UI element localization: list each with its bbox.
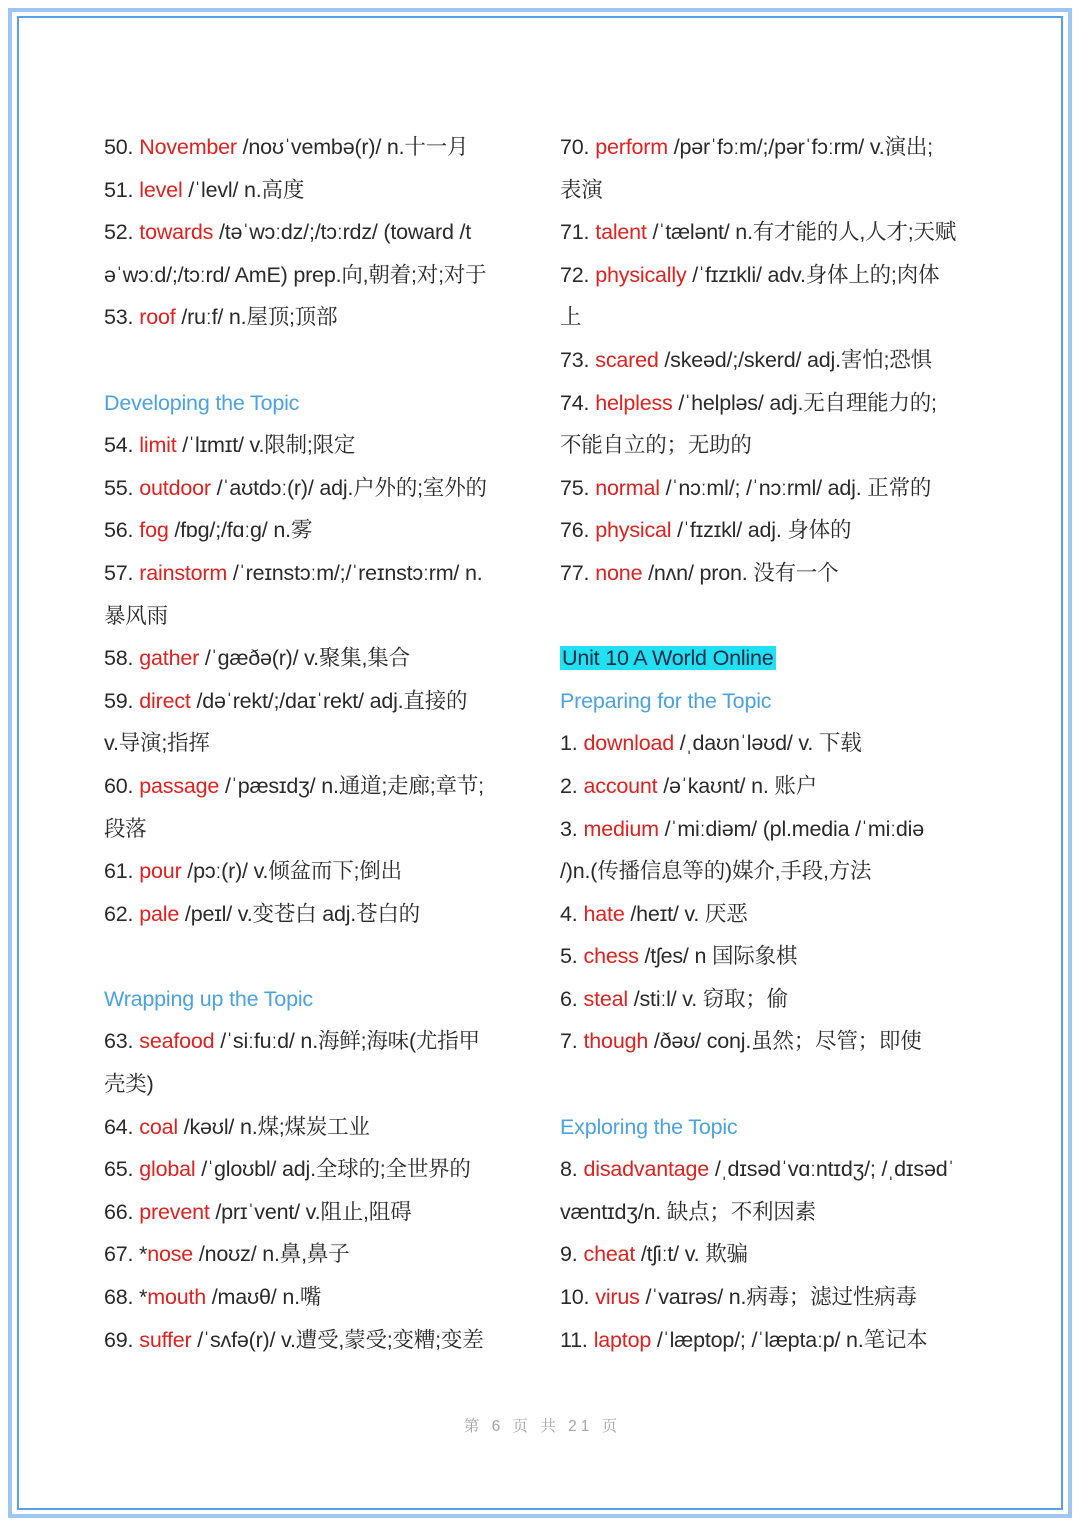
entry-definition: /ˈgæðə(r)/ v.聚集,集合 xyxy=(199,646,410,671)
entry-number: 6. xyxy=(560,986,578,1011)
entry-continuation: əˈwɔːd/;/tɔːrd/ AmE) prep.向,朝着;对;对于 xyxy=(104,262,487,287)
entry-definition: /ˈreɪnstɔːm/;/ˈreɪnstɔːrm/ n. xyxy=(227,560,483,585)
entry-number: 73. xyxy=(560,347,590,372)
vocab-entry xyxy=(560,935,985,978)
entry-number: 7. xyxy=(560,1029,578,1054)
left-column xyxy=(104,126,529,1361)
entry-keyword: seafood xyxy=(139,1029,215,1054)
entry-number: 53. xyxy=(104,305,134,330)
entry-continuation: 壳类) xyxy=(104,1072,154,1097)
entry-number: 52. xyxy=(104,220,134,245)
vocab-entry xyxy=(104,169,529,212)
vocab-entry xyxy=(560,339,985,382)
vocab-entry xyxy=(560,382,985,425)
entry-definition: /ˈmiːdiəm/ (pl.media /ˈmiːdiə xyxy=(658,816,925,841)
entry-keyword: account xyxy=(583,773,658,798)
entry-definition: /maʊθ/ n.嘴 xyxy=(206,1285,322,1310)
entry-definition: /tʃiːt/ v. 欺骗 xyxy=(635,1242,748,1267)
section-heading: Developing the Topic xyxy=(104,390,300,415)
entry-number: 51. xyxy=(104,177,134,202)
vocab-entry xyxy=(104,126,529,169)
entry-continuation: 暴风雨 xyxy=(104,603,168,628)
vocab-entry xyxy=(104,1276,529,1319)
entry-keyword: fog xyxy=(139,518,169,543)
entry-keyword: outdoor xyxy=(139,475,211,500)
vocab-entry xyxy=(560,722,985,765)
vocab-entry xyxy=(560,254,985,297)
vocab-entry xyxy=(104,552,529,595)
entry-number: 10. xyxy=(560,1285,590,1310)
entry-definition: /kəʊl/ n.煤;煤炭工业 xyxy=(177,1114,370,1139)
entry-definition: /ðəʊ/ conj.虽然；尽管；即使 xyxy=(648,1029,922,1054)
entry-definition: /ˈnɔːml/; /ˈnɔːrml/ adj. 正常的 xyxy=(659,475,932,500)
entry-definition: /ˌdaʊnˈləʊd/ v. 下载 xyxy=(673,731,862,756)
entry-definition: /ˈfɪzɪkli/ adv.身体上的;肉体 xyxy=(686,262,940,287)
entry-number: 74. xyxy=(560,390,590,415)
entry-keyword: level xyxy=(139,177,183,202)
section-heading: Exploring the Topic xyxy=(560,1114,738,1139)
entry-number: 57. xyxy=(104,560,134,585)
entry-continuation: 段落 xyxy=(104,816,147,841)
entry-definition: /əˈkaʊnt/ n. 账户 xyxy=(657,773,818,798)
entry-keyword: scared xyxy=(595,347,659,372)
vocab-entry xyxy=(104,850,529,893)
section-heading: Wrapping up the Topic xyxy=(104,986,313,1011)
entry-number: 60. xyxy=(104,773,134,798)
entry-definition: /prɪˈvent/ v.阻止,阻碍 xyxy=(209,1199,412,1224)
entry-number: 64. xyxy=(104,1114,134,1139)
vocab-entry xyxy=(104,1020,529,1063)
vocab-entry xyxy=(560,765,985,808)
entry-definition: /ˈhelpləs/ adj.无自理能力的; xyxy=(672,390,937,415)
vocab-entry xyxy=(560,808,985,851)
entry-continuation: 表演 xyxy=(560,177,603,202)
entry-keyword: gather xyxy=(139,646,200,671)
vocab-entry xyxy=(104,211,529,254)
section-heading: Preparing for the Topic xyxy=(560,688,772,713)
vocab-entry xyxy=(560,1319,985,1362)
entry-number: 56. xyxy=(104,518,134,543)
entry-keyword: laptop xyxy=(593,1327,652,1352)
entry-number: 58. xyxy=(104,646,134,671)
entry-keyword: prevent xyxy=(139,1199,210,1224)
entry-keyword: coal xyxy=(139,1114,178,1139)
vocab-entry xyxy=(104,467,529,510)
entry-number: 9. xyxy=(560,1242,578,1267)
entry-definition: /ˈaʊtdɔː(r)/ adj.户外的;室外的 xyxy=(210,475,487,500)
vocab-entry xyxy=(104,1106,529,1149)
entry-number: 55. xyxy=(104,475,134,500)
entry-keyword: chess xyxy=(583,944,639,969)
entry-keyword: pale xyxy=(139,901,180,926)
entry-keyword: pour xyxy=(139,859,182,884)
entry-definition: /tʃes/ n 国际象棋 xyxy=(638,944,798,969)
vocab-entry xyxy=(104,1233,529,1276)
entry-keyword: passage xyxy=(139,773,220,798)
vocab-entry xyxy=(560,1020,985,1063)
entry-continuation: /)n.(传播信息等的)媒介,手段,方法 xyxy=(560,859,872,884)
vocab-entry xyxy=(560,126,985,169)
entry-keyword: cheat xyxy=(583,1242,636,1267)
entry-number: 71. xyxy=(560,220,590,245)
entry-definition: /ˈgloʊbl/ adj.全球的;全世界的 xyxy=(195,1157,471,1182)
entry-keyword: rainstorm xyxy=(139,560,228,585)
entry-number: 61. xyxy=(104,859,134,884)
unit-heading: Unit 10 A World Online xyxy=(562,646,774,671)
vocab-entry xyxy=(104,424,529,467)
entry-number: 77. xyxy=(560,560,590,585)
entry-keyword: global xyxy=(139,1157,196,1182)
entry-continuation: v.导演;指挥 xyxy=(104,731,210,756)
entry-continuation: væntɪdʒ/n. 缺点；不利因素 xyxy=(560,1199,816,1224)
vocab-entry xyxy=(560,1148,985,1191)
vocab-entry xyxy=(560,509,985,552)
entry-number: 3. xyxy=(560,816,578,841)
vocab-entry xyxy=(104,893,529,936)
entry-definition: /fɒg/;/fɑːg/ n.雾 xyxy=(168,518,313,543)
entry-keyword: download xyxy=(583,731,674,756)
entry-keyword: medium xyxy=(583,816,659,841)
entry-continuation: 上 xyxy=(560,305,582,330)
vocab-entry xyxy=(104,296,529,339)
entry-number: 76. xyxy=(560,518,590,543)
entry-keyword: roof xyxy=(139,305,176,330)
entry-number: 8. xyxy=(560,1157,578,1182)
entry-number: 69. xyxy=(104,1327,134,1352)
entry-number: 65. xyxy=(104,1157,134,1182)
entry-definition: /ˈtælənt/ n.有才能的人,人才;天赋 xyxy=(646,220,957,245)
entry-keyword: normal xyxy=(595,475,660,500)
entry-definition: /ˈlɪmɪt/ v.限制;限定 xyxy=(176,433,356,458)
entry-definition: /ˈlæptop/; /ˈlæptaːp/ n.笔记本 xyxy=(651,1327,928,1352)
vocab-entry xyxy=(560,552,985,595)
entry-number: 4. xyxy=(560,901,578,926)
entry-keyword: none xyxy=(595,560,643,585)
entry-number: 63. xyxy=(104,1029,134,1054)
entry-definition: /pɔː(r)/ v.倾盆而下;倒出 xyxy=(181,859,402,884)
entry-definition: /ˈvaɪrəs/ n.病毒；滤过性病毒 xyxy=(639,1285,917,1310)
spacer xyxy=(104,339,529,382)
vocab-entry xyxy=(560,467,985,510)
entry-number: 66. xyxy=(104,1199,134,1224)
entry-keyword: physical xyxy=(595,518,672,543)
spacer xyxy=(104,935,529,978)
entry-keyword: talent xyxy=(595,220,647,245)
entry-number: 70. xyxy=(560,135,590,159)
vocab-entry xyxy=(104,1191,529,1234)
entry-keyword: towards xyxy=(139,220,214,245)
entry-keyword: perform xyxy=(595,135,668,159)
entry-definition: /təˈwɔːdz/;/tɔːrdz/ (toward /t xyxy=(213,220,472,245)
vocab-entry xyxy=(104,1148,529,1191)
entry-definition: /noʊz/ n.鼻,鼻子 xyxy=(193,1242,350,1267)
entry-number: 68. * xyxy=(104,1285,148,1310)
entry-number: 59. xyxy=(104,688,134,713)
entry-number: 54. xyxy=(104,433,134,458)
entry-keyword: physically xyxy=(595,262,687,287)
entry-definition: /ˈpæsɪdʒ/ n.通道;走廊;章节; xyxy=(219,773,484,798)
entry-definition: /ˌdɪsədˈvɑːntɪdʒ/; /ˌdɪsədˈ xyxy=(709,1157,955,1182)
entry-keyword: mouth xyxy=(147,1285,206,1310)
vocab-entry xyxy=(104,765,529,808)
entry-number: 72. xyxy=(560,262,590,287)
entry-definition: /heɪt/ v. 厌恶 xyxy=(624,901,748,926)
entry-keyword: though xyxy=(583,1029,649,1054)
entry-number: 75. xyxy=(560,475,590,500)
entry-keyword: direct xyxy=(139,688,191,713)
entry-keyword: nose xyxy=(147,1242,194,1267)
entry-definition: /ruːf/ n.屋顶;顶部 xyxy=(175,305,338,330)
entry-number: 11. xyxy=(560,1327,588,1352)
vocab-entry xyxy=(560,1233,985,1276)
entry-number: 62. xyxy=(104,901,134,926)
vocab-entry xyxy=(560,893,985,936)
entry-definition: /noʊˈvembə(r)/ n.十一月 xyxy=(236,135,469,159)
vocab-entry xyxy=(560,1276,985,1319)
entry-definition: /dəˈrekt/;/daɪˈrekt/ adj.直接的 xyxy=(190,688,468,713)
vocab-entry xyxy=(104,680,529,723)
entry-definition: /ˈfɪzɪkl/ adj. 身体的 xyxy=(671,518,852,543)
entry-definition: /pərˈfɔːm/;/pərˈfɔːrm/ v.演出; xyxy=(667,135,933,159)
unit-heading-line xyxy=(560,637,985,680)
vocab-entry xyxy=(560,211,985,254)
entry-number: 5. xyxy=(560,944,578,969)
spacer xyxy=(560,1063,985,1106)
vocab-entry xyxy=(560,978,985,1021)
entry-keyword: disadvantage xyxy=(583,1157,710,1182)
vocab-entry xyxy=(104,637,529,680)
entry-keyword: hate xyxy=(583,901,625,926)
entry-definition: /ˈlevl/ n.高度 xyxy=(182,177,305,202)
entry-keyword: helpless xyxy=(595,390,673,415)
right-column xyxy=(560,126,985,1361)
spacer xyxy=(560,595,985,638)
entry-keyword: steal xyxy=(583,986,628,1011)
page-footer: 第 6 页 共 21 页 xyxy=(463,1418,622,1435)
entry-definition: /peɪl/ v.变苍白 adj.苍白的 xyxy=(179,901,420,926)
entry-keyword: limit xyxy=(139,433,177,458)
entry-continuation: 不能自立的；无助的 xyxy=(560,433,752,458)
vocab-entry xyxy=(104,1319,529,1362)
vocab-entry xyxy=(104,509,529,552)
entry-number: 50. xyxy=(104,135,134,159)
entry-number: 67. * xyxy=(104,1242,148,1267)
entry-definition: /skeəd/;/skerd/ adj.害怕;恐惧 xyxy=(658,347,932,372)
entry-definition: /stiːl/ v. 窃取；偷 xyxy=(627,986,788,1011)
entry-definition: /ˈsʌfə(r)/ v.遭受,蒙受;变糟;变差 xyxy=(191,1327,484,1352)
entry-keyword: November xyxy=(139,135,237,159)
entry-definition: /ˈsiːfuːd/ n.海鲜;海味(尤指甲 xyxy=(214,1029,480,1054)
entry-keyword: virus xyxy=(595,1285,640,1310)
entry-keyword: suffer xyxy=(139,1327,192,1352)
entry-number: 2. xyxy=(560,773,578,798)
entry-number: 1. xyxy=(560,731,578,756)
entry-definition: /nʌn/ pron. 没有一个 xyxy=(642,560,839,585)
